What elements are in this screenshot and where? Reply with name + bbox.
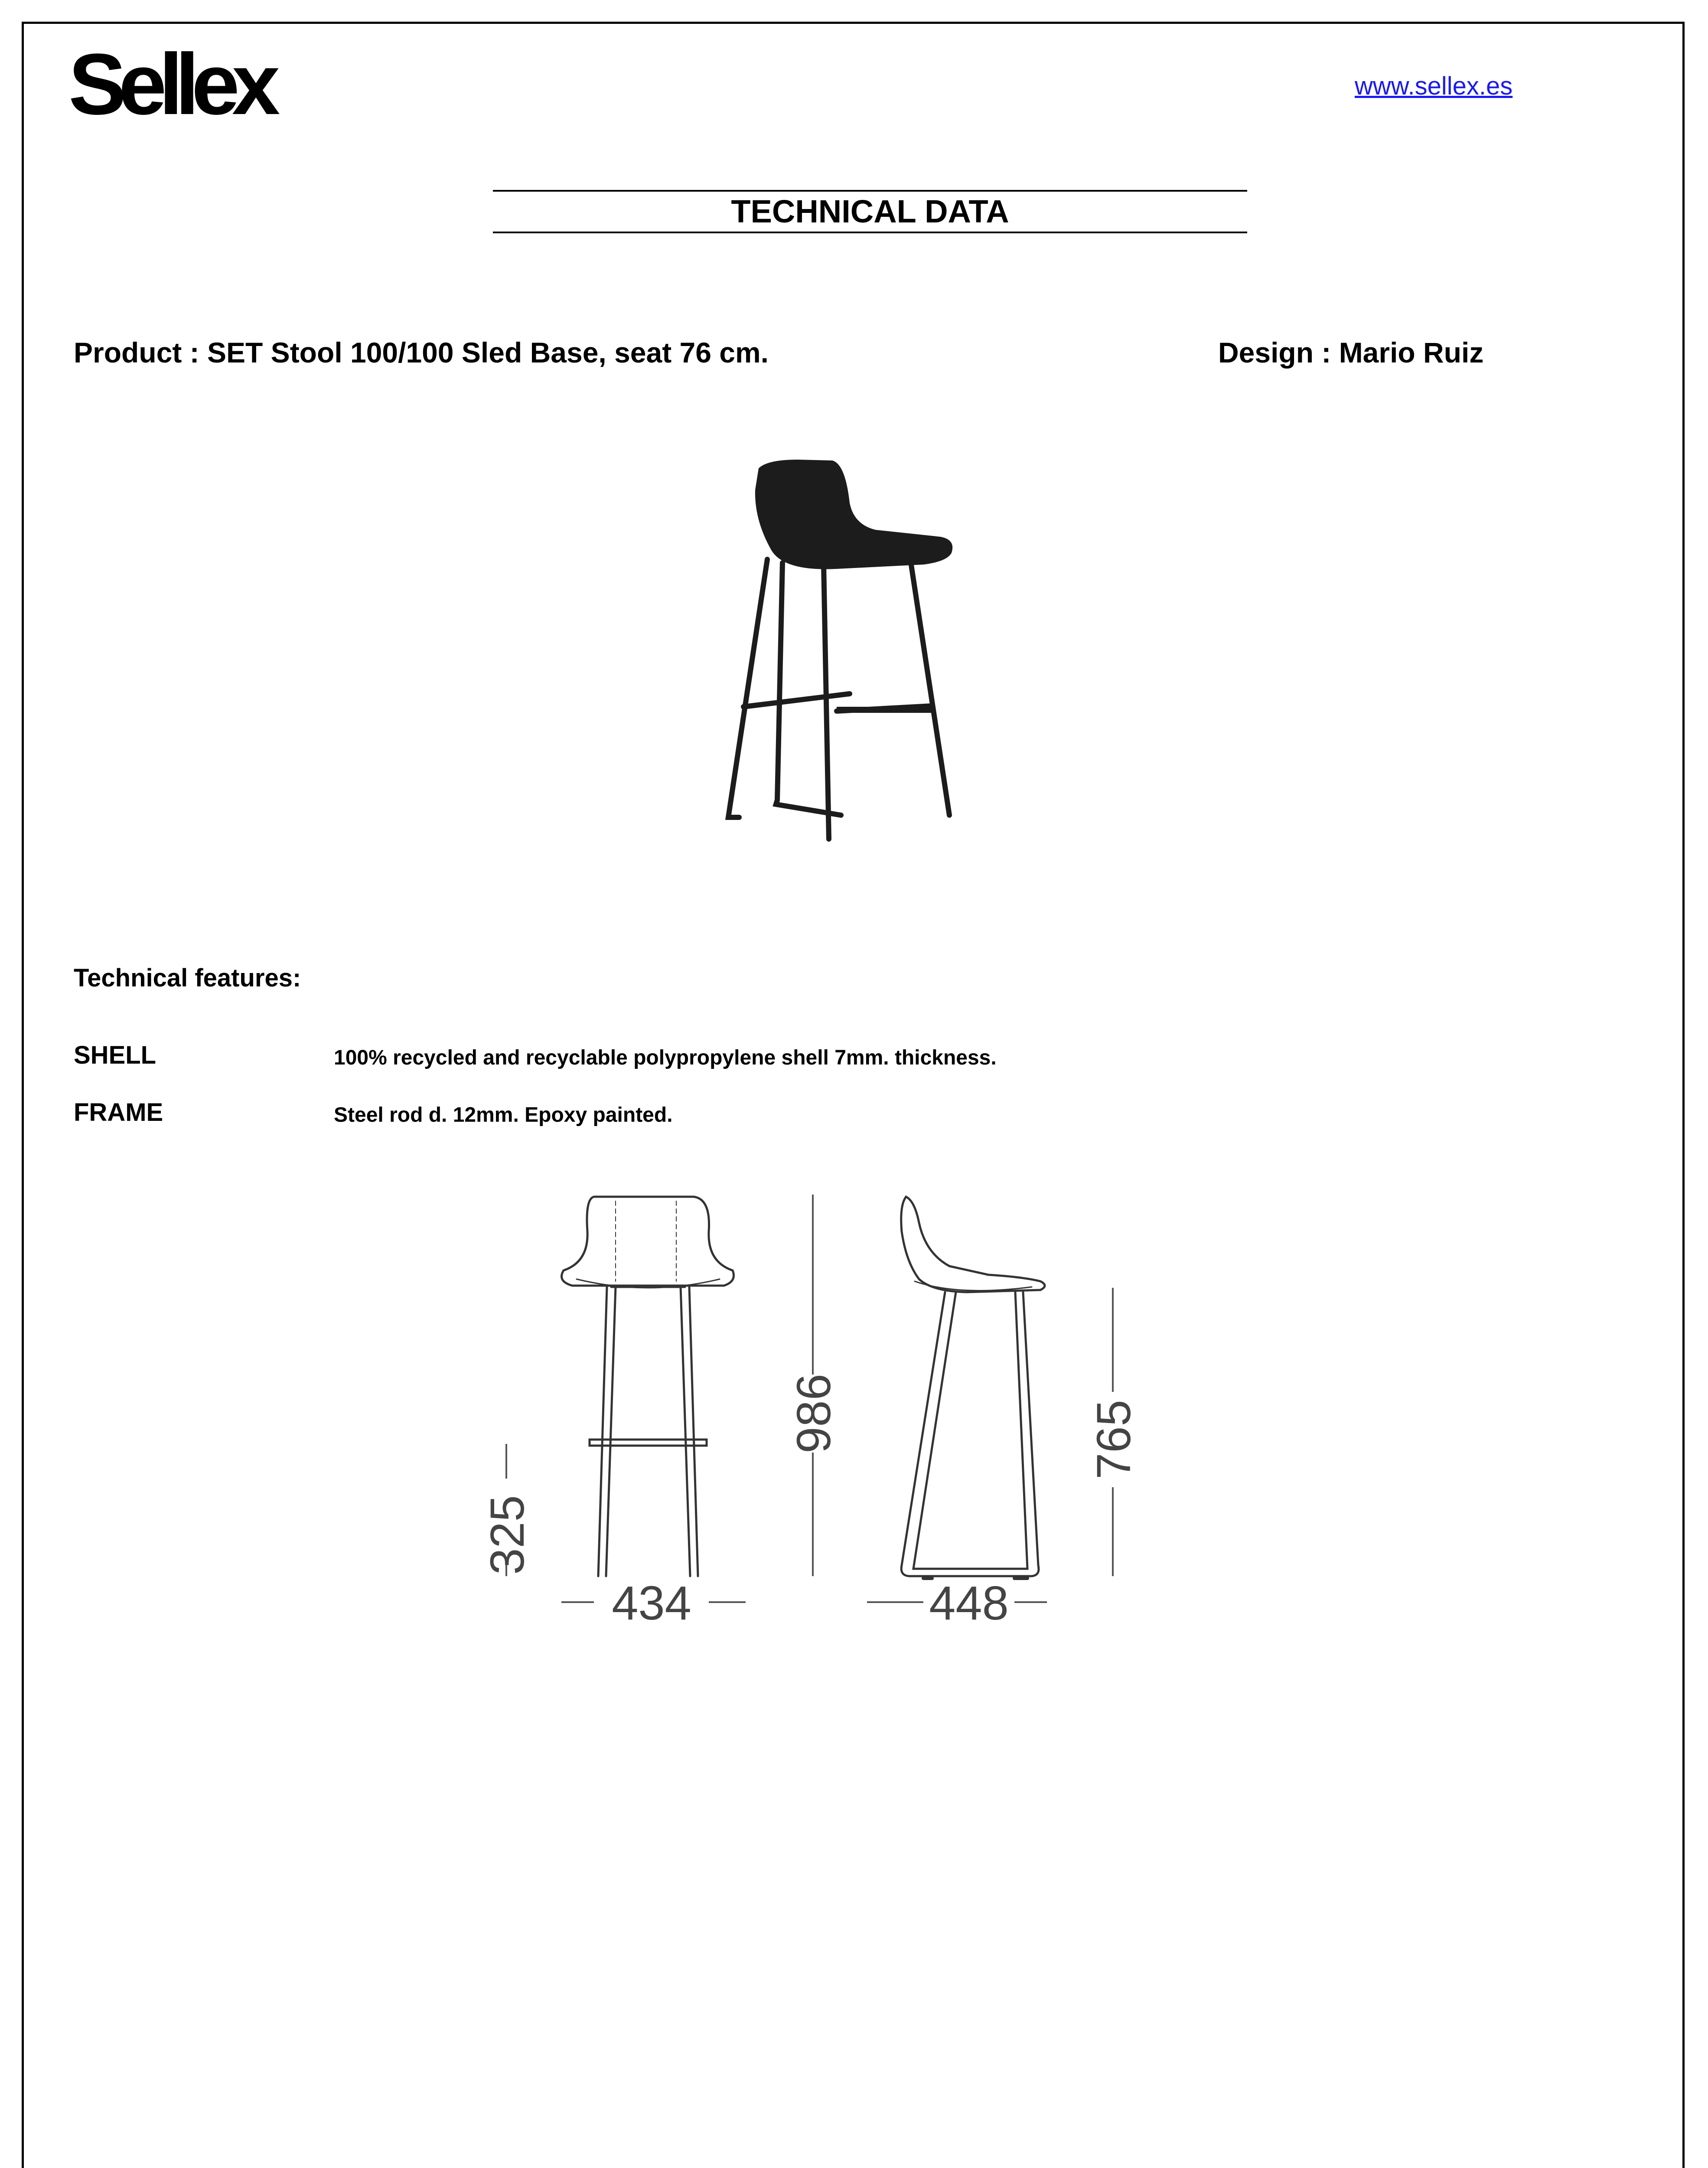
front-footrest — [590, 1440, 707, 1446]
dimension-448: 448 — [929, 1577, 1009, 1630]
shell-shape — [755, 460, 952, 569]
dimension-765: 765 — [1087, 1400, 1141, 1479]
sellex-logo: Sellex — [68, 36, 273, 133]
features-heading: Technical features: — [74, 964, 301, 992]
feature-label-shell: SHELL — [74, 1041, 156, 1069]
dimension-986: 986 — [787, 1374, 841, 1453]
dimension-434: 434 — [612, 1577, 691, 1630]
stool-photo — [707, 451, 975, 867]
product-name: Product : SET Stool 100/100 Sled Base, seat 76 cm. — [74, 336, 769, 369]
footrest-bar — [837, 707, 932, 713]
page-title: TECHNICAL DATA — [493, 190, 1247, 233]
dimension-drawing — [468, 1188, 1205, 1643]
dimension-325: 325 — [481, 1495, 534, 1575]
website-link[interactable]: www.sellex.es — [1355, 72, 1513, 100]
feature-text-frame: Steel rod d. 12mm. Epoxy painted. — [334, 1104, 673, 1126]
designer-name: Design : Mario Ruiz — [1218, 336, 1484, 369]
side-shell — [901, 1197, 1045, 1292]
feature-label-frame: FRAME — [74, 1098, 163, 1126]
front-shell — [562, 1197, 734, 1286]
feature-text-shell: 100% recycled and recyclable polypropylene shell 7mm. thickness. — [334, 1046, 997, 1069]
